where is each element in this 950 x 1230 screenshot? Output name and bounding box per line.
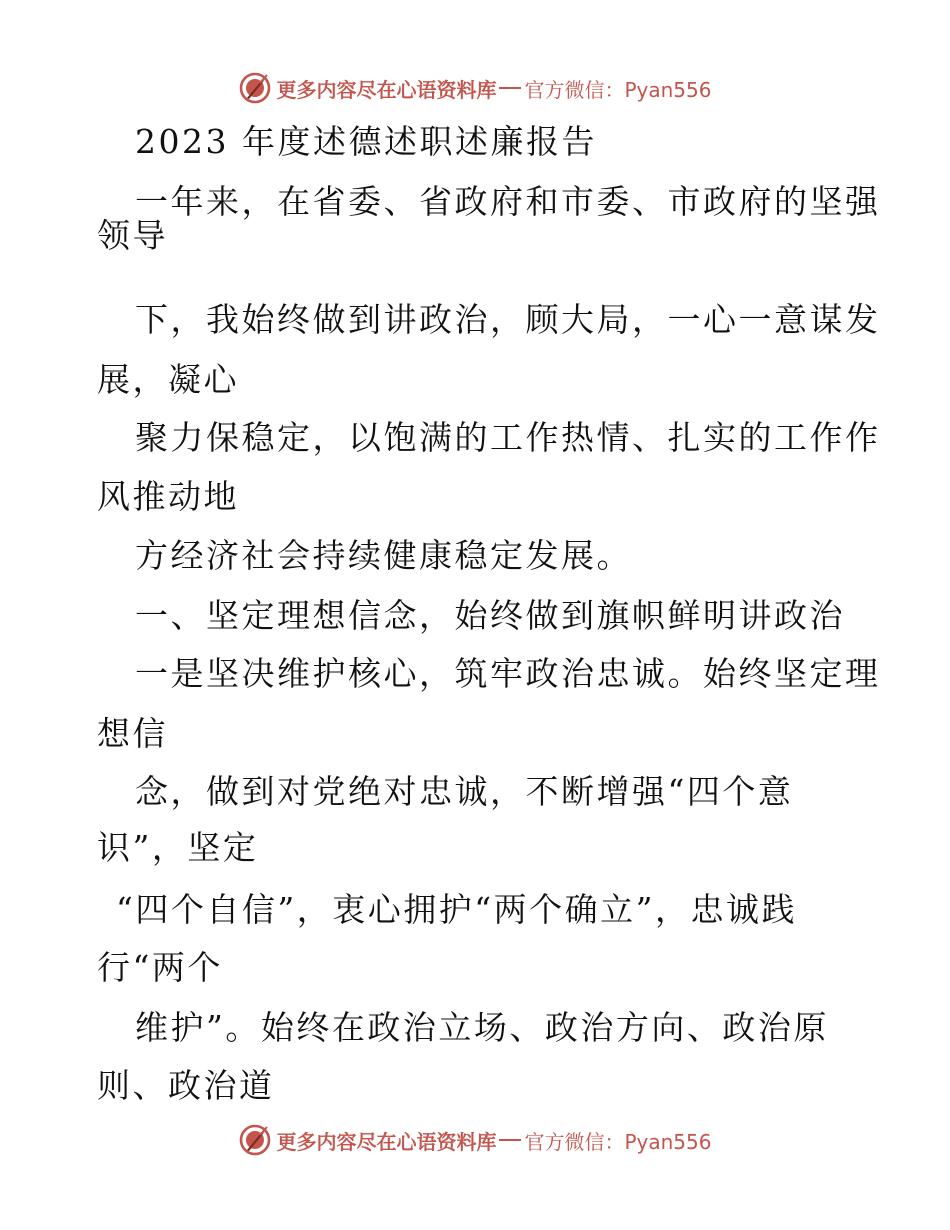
quill-logo-icon [238,71,272,105]
banner-separator [499,1139,521,1141]
doc-line: 识”，坚定 [97,828,259,867]
doc-line: 展，凝心 [97,360,239,399]
doc-line: 聚力保稳定，以饱满的工作热情、扎实的工作作 [135,418,881,457]
banner-wechat-text: 官方微信：Pyan556 [524,1129,712,1154]
footer-banner [0,1120,950,1160]
doc-line: 一年来，在省委、省政府和市委、市政府的坚强 [135,182,881,221]
banner-brand-text: 更多内容尽在心语资料库 [276,77,497,102]
section-heading: 一、坚定理想信念，始终做到旗帜鲜明讲政治 [135,596,845,635]
doc-line: 则、政治道 [97,1066,275,1105]
doc-line: 风推动地 [97,477,239,516]
doc-line: 维护”。始终在政治立场、政治方向、政治原 [135,1008,829,1047]
banner-wechat-text: 官方微信：Pyan556 [524,77,712,102]
doc-line: 领导 [97,216,168,255]
quill-logo-icon [238,1123,272,1157]
doc-line: 下，我始终做到讲政治，顾大局，一心一意谋发 [135,300,881,339]
doc-title: 2023 年度述德述职述廉报告 [135,122,597,161]
header-banner [0,68,950,108]
doc-line: 一是坚决维护核心，筑牢政治忠诚。始终坚定理 [135,654,881,693]
doc-line: 想信 [97,714,168,753]
doc-line: “四个自信”，衷心拥护“两个确立”，忠诚践 [116,890,797,929]
banner-separator [499,87,521,89]
doc-line: 行“两个 [97,948,223,987]
banner-brand-text: 更多内容尽在心语资料库 [276,1129,497,1154]
doc-line: 方经济社会持续健康稳定发展。 [135,536,632,575]
doc-line: 念，做到对党绝对忠诚，不断增强“四个意 [135,772,794,811]
